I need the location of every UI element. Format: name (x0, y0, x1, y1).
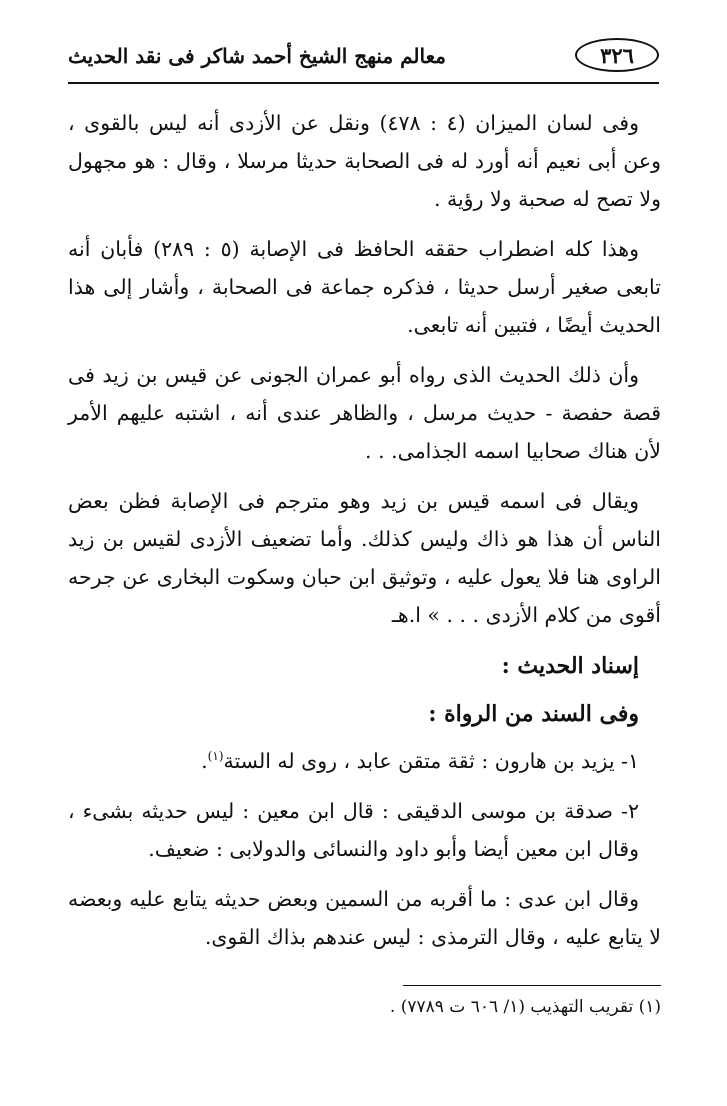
main-text (68, 104, 661, 968)
running-title: معالم منهج الشيخ أحمد شاكر فى نقد الحديث (68, 44, 446, 68)
paragraph-qays-bin-zayd: ويقال فى اسمه قيس بن زيد وهو مترجم فى الإصابة فظن بعض الناس أن هذا هو ذاك وليس كذلك. وأما تضعيف الأزدى لقيس بن زيد الراوى هنا فلا يعول عليه ، وتوثيق ابن حبان وسكوت البخارى عن جرحه أقوى من كلام الأزدى . . . » ا.هـ (68, 489, 661, 627)
paragraph-ibn-adi: وقال ابن عدى : ما أقربه من السمين وبعض حديثه يتابع عليه وبعضه لا يتابع عليه ، وقال الترمذى : ليس عندهم بذاك القوى. (68, 887, 661, 949)
footnote-marker[interactable]: (١) (207, 749, 224, 764)
page-header (68, 38, 659, 84)
narrator-item-1-end: . (201, 749, 208, 773)
footnote-divider (403, 985, 661, 986)
narrator-item-1 (68, 742, 661, 780)
paragraph-lisan-al-mizan: وفى لسان الميزان (٤ : ٤٧٨) ونقل عن الأزدى أنه ليس بالقوى ، وعن أبى نعيم أنه أورد له فى الصحابة حديثا مرسلا ، وقال : هو مجهول ولا تصح له صحبة ولا رؤية . (68, 111, 661, 211)
heading-rowah: وفى السند من الرواة : (428, 701, 639, 727)
footnote: (١) تقريب التهذيب (١/ ٦٠٦ ت ٧٧٨٩) . (389, 997, 661, 1017)
paragraph-al-isaba: وهذا كله اضطراب حققه الحافظ فى الإصابة (٥ : ٢٨٩) فأبان أنه تابعى صغير أرسل حديثا ، فذكره جماعة فى الصحابة ، وأشار إلى هذا الحديث أيضًا ، فتبين أنه تابعى. (68, 237, 661, 337)
narrator-item-2: ٢- صدقة بن موسى الدقيقى : قال ابن معين : ليس حديثه بشىء ، وقال ابن معين أيضا وأبو داود والنسائى والدولابى : ضعيف. (68, 799, 639, 861)
paragraph-hadith-mursal: وأن ذلك الحديث الذى رواه أبو عمران الجونى عن قيس بن زيد فى قصة حفصة - حديث مرسل ، والظاهر عندى أنه ، اشتبه عليهم الأمر لأن هناك صحابيا اسمه الجذامى. . . (68, 363, 661, 463)
narrator-item-1-text: ١- يزيد بن هارون : ثقة متقن عابد ، روى له الستة (223, 749, 639, 773)
heading-isnad: إسناد الحديث : (501, 653, 639, 679)
page-number-badge (575, 38, 659, 72)
page-number: ٣٢٦ (600, 42, 634, 68)
